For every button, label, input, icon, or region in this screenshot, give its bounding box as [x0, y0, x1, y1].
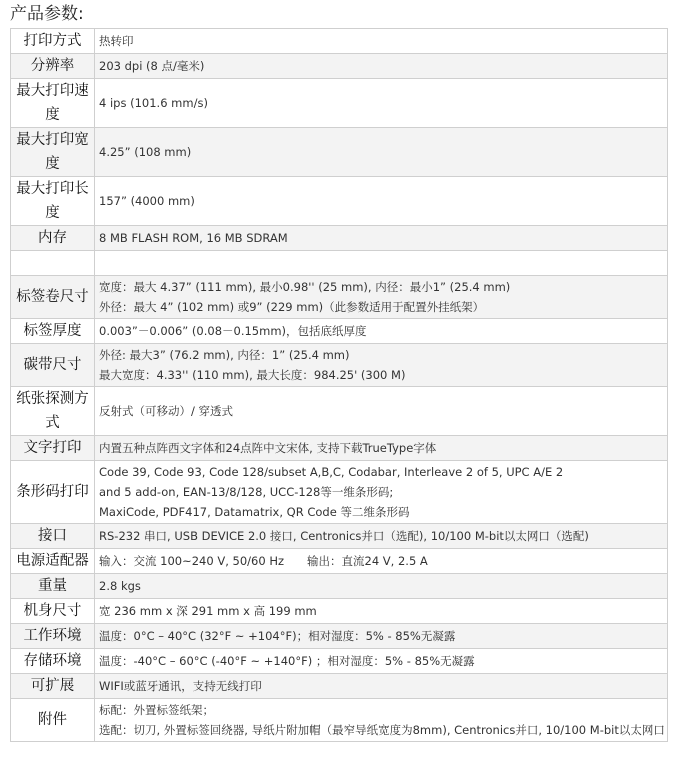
spec-label: 标签卷尺寸 — [11, 276, 95, 319]
spec-row — [11, 649, 668, 674]
spec-value — [95, 226, 668, 251]
spec-row — [11, 574, 668, 599]
spec-value-line: 温度：0°C – 40°C (32°F ~ +104°F)；相对湿度：5% - 85%无凝露 — [99, 629, 456, 643]
spec-label: 分辨率 — [11, 54, 95, 79]
spec-value-line: 8 MB FLASH ROM, 16 MB SDRAM — [99, 231, 288, 245]
spec-value — [95, 674, 668, 699]
spec-label — [11, 251, 95, 276]
spec-value — [95, 128, 668, 177]
spec-row — [11, 276, 668, 319]
spec-label: 工作环境 — [11, 624, 95, 649]
spec-row — [11, 344, 668, 387]
spec-label: 机身尺寸 — [11, 599, 95, 624]
spec-value-line: and 5 add-on, EAN-13/8/128, UCC-128等一维条形码; — [99, 485, 394, 499]
spec-value-line: 输入：交流 100~240 V, 50/60 Hz 输出：直流24 V, 2.5 A — [99, 554, 428, 568]
spec-label: 最大打印速度 — [11, 79, 95, 128]
spec-value-line: 选配：切刀, 外置标签回绕器, 导纸片附加帽（最窄导纸宽度为8mm), Centronics并口, 10/100 M-bit以太网口 — [99, 723, 665, 737]
spec-row — [11, 699, 668, 742]
spec-value-line: 标配：外置标签纸架； — [99, 703, 214, 717]
spec-value-line: RS-232 串口, USB DEVICE 2.0 接口, Centronics并口（选配), 10/100 M-bit以太网口（选配) — [99, 529, 589, 543]
spec-value-line: WIFI或蓝牙通讯，支持无线打印 — [99, 679, 262, 693]
spec-table — [10, 28, 668, 742]
spec-value-line: 温度：-40°C – 60°C (-40°F ~ +140°F) ；相对湿度：5% - 85%无凝露 — [99, 654, 475, 668]
spec-value — [95, 319, 668, 344]
spec-row — [11, 29, 668, 54]
spec-label: 文字打印 — [11, 436, 95, 461]
spec-row — [11, 436, 668, 461]
spec-row — [11, 461, 668, 524]
spec-row — [11, 319, 668, 344]
spec-value-line: 外径：最大 4” (102 mm) 或9” (229 mm)（此参数适用于配置外挂纸架） — [99, 300, 485, 314]
spec-value — [95, 574, 668, 599]
spec-value-line: 宽 236 mm x 深 291 mm x 高 199 mm — [99, 604, 317, 618]
spec-row — [11, 54, 668, 79]
spec-value-line: 外径: 最大3” (76.2 mm), 内径：1” (25.4 mm) — [99, 348, 350, 362]
spec-label: 纸张探测方式 — [11, 387, 95, 436]
spec-row — [11, 387, 668, 436]
spec-row — [11, 549, 668, 574]
spec-label: 标签厚度 — [11, 319, 95, 344]
spec-value — [95, 549, 668, 574]
spec-row — [11, 624, 668, 649]
spec-value — [95, 79, 668, 128]
spec-label: 内存 — [11, 226, 95, 251]
spec-value-line: 内置五种点阵西文字体和24点阵中文宋体, 支持下载TrueType字体 — [99, 441, 437, 455]
spec-value — [95, 387, 668, 436]
spec-value-line: 4.25” (108 mm) — [99, 145, 192, 159]
spec-value — [95, 251, 668, 276]
spec-value-line: 热转印 — [99, 34, 134, 48]
spec-value — [95, 344, 668, 387]
spec-value-line: 宽度：最大 4.37” (111 mm), 最小0.98'' (25 mm), 内径：最小1” (25.4 mm) — [99, 280, 511, 294]
spec-label: 重量 — [11, 574, 95, 599]
spec-row — [11, 128, 668, 177]
spec-value-line: 203 dpi (8 点/毫米) — [99, 59, 205, 73]
spec-value — [95, 599, 668, 624]
spec-label: 可扩展 — [11, 674, 95, 699]
spec-row — [11, 251, 668, 276]
page-title: 产品参数: — [10, 4, 84, 24]
spec-value — [95, 276, 668, 319]
spec-value — [95, 461, 668, 524]
spec-value-line: 157” (4000 mm) — [99, 194, 195, 208]
spec-value-line: 最大宽度：4.33'' (110 mm), 最大长度：984.25' (300 M) — [99, 368, 406, 382]
spec-value-line: MaxiCode, PDF417, Datamatrix, QR Code 等二维条形码 — [99, 505, 410, 519]
spec-table-body — [11, 29, 668, 742]
spec-label: 电源适配器 — [11, 549, 95, 574]
spec-label: 打印方式 — [11, 29, 95, 54]
spec-value — [95, 436, 668, 461]
spec-row — [11, 599, 668, 624]
spec-value — [95, 524, 668, 549]
spec-row — [11, 674, 668, 699]
spec-value — [95, 624, 668, 649]
spec-label: 碳带尺寸 — [11, 344, 95, 387]
spec-value — [95, 177, 668, 226]
spec-label: 接口 — [11, 524, 95, 549]
spec-value-line: 2.8 kgs — [99, 579, 141, 593]
spec-value — [95, 649, 668, 674]
spec-label: 存储环境 — [11, 649, 95, 674]
spec-value-line: 0.003”－0.006” (0.08－0.15mm)，包括底纸厚度 — [99, 324, 367, 338]
spec-row — [11, 226, 668, 251]
spec-label: 最大打印宽度 — [11, 128, 95, 177]
spec-row — [11, 177, 668, 226]
spec-value-line: Code 39, Code 93, Code 128/subset A,B,C, Codabar, Interleave 2 of 5, UPC A/E 2 — [99, 465, 564, 479]
spec-row — [11, 79, 668, 128]
spec-value-line: 反射式（可移动）/ 穿透式 — [99, 404, 234, 418]
spec-label: 最大打印长度 — [11, 177, 95, 226]
spec-value — [95, 699, 668, 742]
spec-label: 条形码打印 — [11, 461, 95, 524]
spec-value — [95, 29, 668, 54]
spec-value-line: 4 ips (101.6 mm/s) — [99, 96, 208, 110]
spec-label: 附件 — [11, 699, 95, 742]
spec-row — [11, 524, 668, 549]
spec-value — [95, 54, 668, 79]
